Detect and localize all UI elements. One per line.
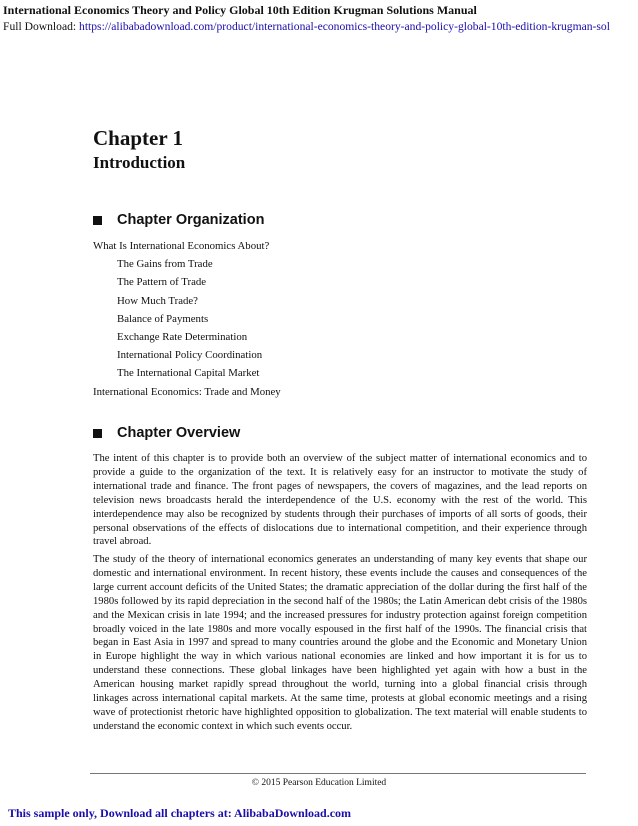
organization-item: Exchange Rate Determination <box>117 331 248 344</box>
organization-list <box>93 237 281 401</box>
download-note-link[interactable]: This sample only, Download all chapters at: AlibabaDownload.com <box>8 806 352 820</box>
overview-paragraph-2: The study of the theory of international economics generates an understanding of many key events that shape our domestic and international environment. In recent history, these events include the causes and consequences of the large current account deficits of the United States; the dramatic appreciation of the dollar during the first half of the 1980s followed by its rapid depreciation in the second half of the 1980s; the Latin American debt crisis of the 1980s and the Mexican crisis in late 1994; and the increased pressures for industry protection against foreign competition broadly voiced in the late 1980s and more vocally espoused in the first half of the 1990s. The financial crisis that began in East Asia in 1997 and spread to many countries around the globe and the Economic and Monetary Union in Europe highlight the way in which various national economies are linked and how important it is for us to understand these connections. These global linkages have been highlighted yet again with how a bust in the American housing market rapidly spread throughout the world, turning into a global financial crisis through linkages across international capital markets. At the same time, protests at global economic meetings and a rising wave of protectionist rhetoric have highlighted opposition to globalization. The text material will enable students to understand the economic context in which such events occur. <box>93 554 587 732</box>
organization-heading-label: Chapter Organization <box>117 212 265 228</box>
organization-item: What Is International Economics About? <box>93 240 270 252</box>
organization-item: International Policy Coordination <box>117 349 263 362</box>
organization-item: Balance of Payments <box>117 312 209 325</box>
chapter-title: Introduction <box>93 153 186 172</box>
overview-heading-label: Chapter Overview <box>117 425 241 441</box>
organization-heading <box>93 212 264 228</box>
document-title: International Economics Theory and Policy Global 10th Edition Krugman Solutions Manual <box>3 3 477 17</box>
download-prefix: Full Download: <box>3 20 80 33</box>
overview-paragraph-1: The intent of this chapter is to provide both an overview of the subject matter of international economics and to provide a guide to the organization of the text. It is relatively easy for an instructor to motivate the study of international trade and finance. The front pages of newspapers, the covers of magazines, and the lead reports on television news broadcasts herald the interdependence of the U.S. economy with the rest of the world. This interdependence may also be recognized by students through their purchases of imports of all sorts of goods, their personal observations of the effects of dislocations due to international competition, and their experience through travel abroad. <box>93 453 587 548</box>
organization-item: The International Capital Market <box>117 367 260 380</box>
copyright: © 2015 Pearson Education Limited <box>251 778 387 788</box>
organization-item: The Gains from Trade <box>117 258 213 271</box>
download-link[interactable]: https://alibabadownload.com/product/international-economics-theory-and-policy-global-10th-edition-krugman-sol <box>79 20 610 33</box>
chapter-number: Chapter 1 <box>93 126 184 150</box>
organization-item: International Economics: Trade and Money <box>93 385 281 398</box>
square-bullet-icon <box>93 429 102 438</box>
organization-item: The Pattern of Trade <box>117 276 207 289</box>
download-line <box>3 20 638 33</box>
square-bullet-icon <box>93 216 102 225</box>
overview-heading <box>93 425 240 441</box>
footer-divider <box>90 773 586 774</box>
organization-item: How Much Trade? <box>117 294 198 307</box>
